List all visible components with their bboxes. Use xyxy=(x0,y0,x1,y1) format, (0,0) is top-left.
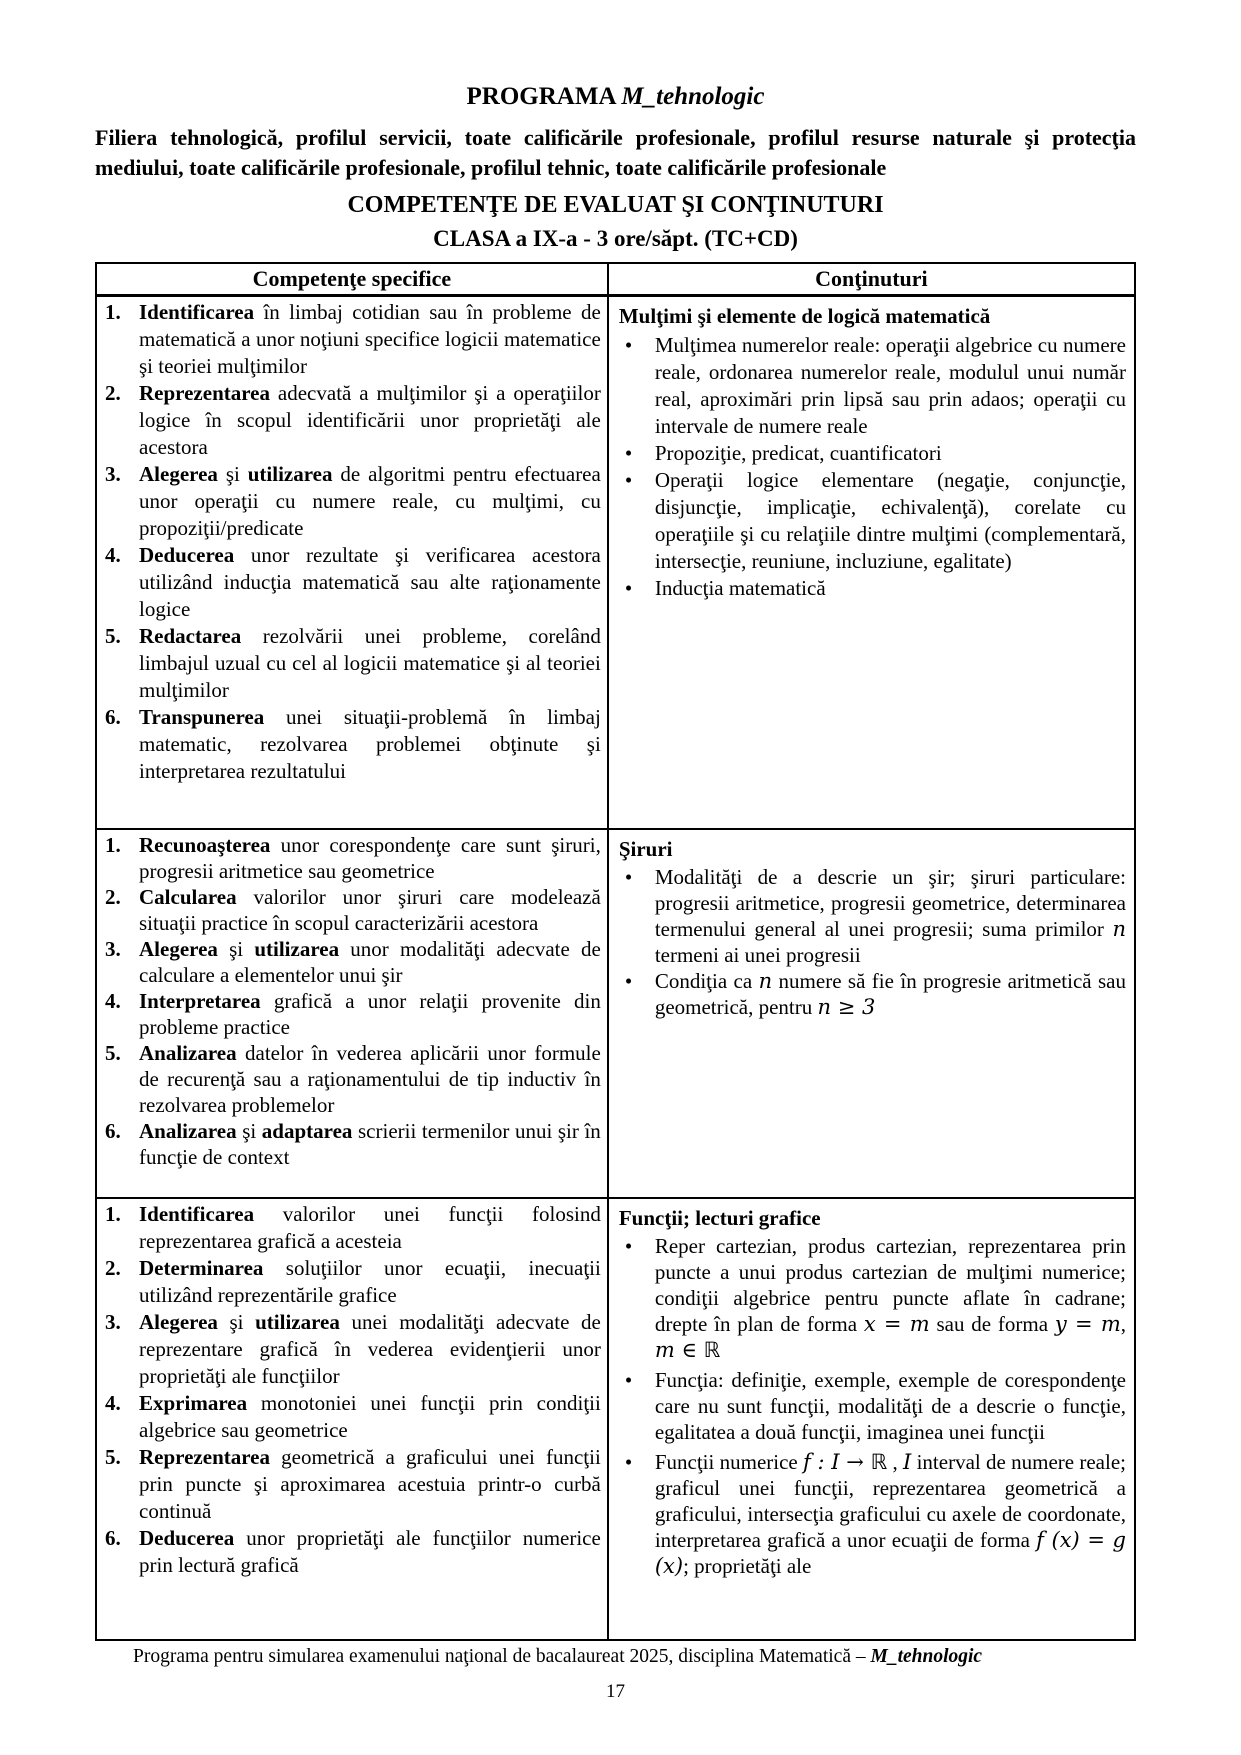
item-number: 4. xyxy=(105,1391,121,1415)
text-segment: unor rezultate şi verificarea acestora utilizând inducţia matematică sau alte raţionamente logice xyxy=(139,543,601,621)
text-segment: Propoziţie, predicat, cuantificatori xyxy=(654,441,942,465)
competenta-item xyxy=(103,1201,601,1255)
bullet-text xyxy=(655,575,1126,602)
clasa-heading: CLASA a IX-a - 3 ore/săpt. (TC+CD) xyxy=(433,226,798,251)
item-number: 1. xyxy=(105,1202,121,1226)
item-text xyxy=(139,380,601,461)
continut-bullet xyxy=(619,968,1126,1020)
item-number: 5. xyxy=(105,1041,121,1065)
item-text xyxy=(139,623,601,704)
competente-cell xyxy=(96,829,608,1198)
competenta-item xyxy=(103,832,601,884)
text-segment: Alegerea xyxy=(139,462,218,486)
text-segment: utilizarea xyxy=(255,1310,340,1334)
continut-bullet xyxy=(619,467,1126,575)
continut-cell xyxy=(608,829,1135,1198)
page-title xyxy=(95,82,1136,111)
item-number: 3. xyxy=(105,462,121,486)
competente-heading: COMPETENŢE DE EVALUAT ŞI CONŢINUTURI xyxy=(347,192,884,218)
text-segment: Transpunerea xyxy=(139,705,265,729)
text-segment: n xyxy=(1112,917,1126,941)
text-segment: Redactarea xyxy=(139,624,242,648)
competenta-item xyxy=(103,1309,601,1390)
continut-bullet xyxy=(619,332,1126,440)
competenta-item xyxy=(103,1040,601,1118)
item-text xyxy=(139,1309,601,1390)
page-number: 17 xyxy=(606,1681,625,1702)
text-segment: Operaţii logice elementare (negaţie, conjuncţie, disjuncţie, implicaţie, echivalenţă), corelate cu operaţiile şi cu relaţiile dintre mulţimi (complementară, intersecţie, reuniune, incluziune, egalitate) xyxy=(654,468,1126,573)
text-segment: Alegerea xyxy=(139,937,218,961)
math-expression: x = m xyxy=(863,1312,930,1336)
continut-cell xyxy=(608,1198,1135,1640)
text-segment: Interpretarea xyxy=(139,989,261,1013)
text-segment: Funcţii numerice xyxy=(654,1450,804,1474)
text-segment: adaptarea xyxy=(261,1119,353,1143)
continut-title: Mulţimi şi elemente de logică matematică xyxy=(618,304,991,328)
text-segment: Exprimarea xyxy=(139,1391,248,1415)
competenta-item xyxy=(103,1444,601,1525)
text-segment: Reper cartezian, produs cartezian, reprezentarea prin puncte a unui produs cartezian de mulţimi numerice; condiţii algebrice pentru puncte aflate în cadrane; drepte în plan de forma xyxy=(654,1234,1126,1336)
text-segment: geometrică a graficului unei funcţii prin puncte şi aproximarea acestuia printr-o curbă continuă xyxy=(139,1445,601,1523)
bullet-icon: • xyxy=(624,576,633,600)
continut-content xyxy=(619,1201,1126,1637)
column-header-continuturi: Conţinuturi xyxy=(608,263,1135,296)
item-text xyxy=(139,299,601,380)
bullet-icon: • xyxy=(624,969,633,993)
text-segment: numere să fie în progresie aritmetică sau geometrică, pentru xyxy=(654,969,1126,1019)
item-text xyxy=(139,1444,601,1525)
text-segment: Inducţia matematică xyxy=(654,576,826,600)
continut-content xyxy=(619,299,1126,826)
continut-title: Funcţii; lecturi grafice xyxy=(618,1206,821,1230)
continut-bullet xyxy=(619,1233,1126,1363)
text-segment: scrierii termenilor unui şir în funcţie de context xyxy=(139,1119,601,1169)
continut-bullet xyxy=(619,575,1126,602)
competente-list xyxy=(103,299,601,826)
text-segment: interval de numere reale; graficul unei funcţii, reprezentarea geometrică a graficului, intersecţia graficului cu axele de coordonate, interpretarea grafică a unor ecuaţii de forma xyxy=(654,1450,1126,1552)
text-segment: grafică a unor relaţii provenite din probleme practice xyxy=(139,989,601,1039)
text-segment: Modalităţi de a descrie un şir; şiruri particulare: progresii aritmetice, progresii geometrice, determinarea termenului general al unei progresii; suma primilor xyxy=(654,865,1126,941)
bullet-text xyxy=(655,1449,1126,1579)
item-text xyxy=(139,542,601,623)
table-header xyxy=(96,263,1135,296)
item-number: 4. xyxy=(105,543,121,567)
item-number: 6. xyxy=(105,1119,121,1143)
continut-bullet xyxy=(619,440,1126,467)
item-text xyxy=(139,832,601,884)
bullet-text xyxy=(655,467,1126,575)
continut-title: Şiruri xyxy=(618,837,673,861)
item-text xyxy=(139,884,601,936)
text-segment: în limbaj cotidian sau în probleme de matematică a unor noţiuni specifice logicii matematice şi teoriei mulţimilor xyxy=(139,300,601,378)
item-text xyxy=(139,461,601,542)
competenta-item xyxy=(103,1118,601,1170)
text-segment: Identificarea xyxy=(139,300,255,324)
page-content xyxy=(95,0,1136,1641)
text-segment: Analizarea xyxy=(139,1119,237,1143)
bullet-icon: • xyxy=(624,441,633,465)
competenta-item xyxy=(103,1390,601,1444)
text-segment: soluţiilor unor ecuaţii, inecuaţii utilizând reprezentările grafice xyxy=(139,1256,601,1307)
text-segment: Deducerea xyxy=(139,543,235,567)
text-segment: termeni ai unei progresii xyxy=(654,943,861,967)
text-segment: utilizarea xyxy=(254,937,340,961)
item-text xyxy=(139,1201,601,1255)
item-text xyxy=(139,1040,601,1118)
bullet-icon: • xyxy=(624,468,633,492)
text-segment: şi xyxy=(236,1119,262,1143)
competenta-item xyxy=(103,1255,601,1309)
continut-bullet xyxy=(619,1449,1126,1579)
competente-list xyxy=(103,832,601,1195)
text-segment: şi xyxy=(217,1310,256,1334)
item-text xyxy=(139,704,601,785)
competenta-item xyxy=(103,884,601,936)
item-number: 2. xyxy=(105,1256,121,1280)
competente-list xyxy=(103,1201,601,1637)
text-segment: Identificarea xyxy=(139,1202,255,1226)
item-number: 2. xyxy=(105,885,121,909)
text-segment: M_tehnologic xyxy=(870,1646,983,1667)
text-segment: PROGRAMA xyxy=(466,83,622,110)
competenta-item xyxy=(103,542,601,623)
text-segment: unei situaţii-problemă în limbaj matematic, rezolvarea problemei obţinute şi interpretarea rezultatului xyxy=(139,705,601,783)
text-segment: Programa pentru simularea examenului naţional de bacalaureat 2025, disciplina Matematică – xyxy=(133,1646,871,1667)
text-segment: Deducerea xyxy=(139,1526,235,1550)
text-segment: unor corespondenţe care sunt şiruri, progresii aritmetice sau geometrice xyxy=(139,833,601,883)
bullet-icon: • xyxy=(624,333,633,357)
item-number: 1. xyxy=(105,300,121,324)
bullet-icon: • xyxy=(624,1450,633,1474)
continut-bullet xyxy=(619,864,1126,968)
bullet-text xyxy=(655,864,1126,968)
competente-cell xyxy=(96,1198,608,1640)
text-segment: Mulţimea numerelor reale: operaţii algebrice cu numere reale, ordonarea numerelor reale, modulul unui număr real, aproximări prin lipsă sau prin adaos; operaţii cu intervale de numere reale xyxy=(654,333,1126,438)
item-text xyxy=(139,1525,601,1579)
table-row xyxy=(96,829,1135,1198)
text-segment: Recunoaşterea xyxy=(139,833,271,857)
item-number: 3. xyxy=(105,937,121,961)
text-segment: n xyxy=(758,969,773,993)
filiera-subtitle: Filiera tehnologică, profilul servicii, toate calificările profesionale, profilul resurse naturale şi protecţia mediului, toate calificările profesionale, profilul tehnic, toate calificările profesionale xyxy=(95,125,1136,180)
text-segment: utilizarea xyxy=(247,462,333,486)
bullet-text xyxy=(655,440,1126,467)
item-number: 6. xyxy=(105,705,121,729)
bullet-icon: • xyxy=(624,1234,633,1258)
item-number: 6. xyxy=(105,1526,121,1550)
text-segment: , xyxy=(887,1450,904,1474)
text-segment: Reprezentarea xyxy=(139,1445,271,1469)
competenta-item xyxy=(103,704,601,785)
bullet-icon: • xyxy=(624,865,633,889)
text-segment: Reprezentarea xyxy=(139,381,271,405)
math-expression: f : I → ℝ xyxy=(803,1450,888,1474)
text-segment: Condiţia ca xyxy=(654,969,759,993)
continut-content xyxy=(619,832,1126,1195)
text-segment: de algoritmi pentru efectuarea unor operaţii cu numere reale, cu mulţimi, cu propoziţii/predicate xyxy=(139,462,601,540)
bullet-text xyxy=(655,1233,1126,1363)
competenta-item xyxy=(103,988,601,1040)
table-body xyxy=(96,296,1135,1641)
math-expression: m ∈ ℝ xyxy=(654,1338,721,1362)
text-segment: unor modalităţi adecvate de calculare a elementelor unui şir xyxy=(139,937,601,987)
item-number: 2. xyxy=(105,381,121,405)
item-text xyxy=(139,1390,601,1444)
text-segment: unor proprietăţi ale funcţiilor numerice prin lectură grafică xyxy=(139,1526,601,1577)
item-text xyxy=(139,936,601,988)
item-number: 3. xyxy=(105,1310,121,1334)
competente-cell xyxy=(96,296,608,830)
footer-note xyxy=(133,1645,982,1669)
math-expression: y = m xyxy=(1054,1312,1121,1336)
bullet-text xyxy=(655,1367,1126,1445)
column-header-competente: Competenţe specifice xyxy=(96,263,608,296)
math-expression: f (x) = g (x) xyxy=(654,1528,1126,1578)
table-row xyxy=(96,296,1135,830)
bullet-text xyxy=(655,968,1126,1020)
text-segment: Alegerea xyxy=(139,1310,218,1334)
bullet-icon: • xyxy=(624,1368,633,1392)
item-number: 1. xyxy=(105,833,121,857)
competenta-item xyxy=(103,1525,601,1579)
text-segment: Analizarea xyxy=(139,1041,237,1065)
item-number: 5. xyxy=(105,624,121,648)
table-row xyxy=(96,1198,1135,1640)
text-segment: I xyxy=(903,1450,912,1474)
competenta-item xyxy=(103,380,601,461)
text-segment: unei modalităţi adecvate de reprezentare grafică în vederea evidenţierii unor proprietăţi ale funcţiilor xyxy=(139,1310,601,1388)
item-text xyxy=(139,1118,601,1170)
item-text xyxy=(139,1255,601,1309)
text-segment: M_tehnologic xyxy=(621,83,765,110)
text-segment: valorilor unor şiruri care modelează situaţii practice în scopul caracterizării acestora xyxy=(139,885,601,935)
continut-cell xyxy=(608,296,1135,830)
text-segment: monotoniei unei funcţii prin condiţii algebrice sau geometrice xyxy=(139,1391,601,1442)
text-segment: , xyxy=(1120,1312,1126,1336)
text-segment: şi xyxy=(217,937,255,961)
continut-bullet xyxy=(619,1367,1126,1445)
text-segment: Determinarea xyxy=(139,1256,264,1280)
curriculum-table xyxy=(95,262,1136,1641)
text-segment: Funcţia: definiţie, exemple, exemple de corespondenţe care nu sunt funcţii, modalităţi de a descrie o funcţie, egalitatea a două funcţii, imaginea unei funcţii xyxy=(654,1368,1126,1444)
item-number: 5. xyxy=(105,1445,121,1469)
item-text xyxy=(139,988,601,1040)
text-segment: Calcularea xyxy=(139,885,237,909)
text-segment: şi xyxy=(217,462,248,486)
bullet-text xyxy=(655,332,1126,440)
math-expression: n ≥ 3 xyxy=(817,995,876,1019)
text-segment: datelor în vederea aplicării unor formule de recurenţă sau a raţionamentului de tip inductiv în rezolvarea problemelor xyxy=(139,1041,601,1117)
text-segment: adecvată a mulţimilor şi a operaţiilor logice în scopul identificării unor proprietăţi ale acestora xyxy=(139,381,601,459)
text-segment: rezolvării unei probleme, corelând limbajul uzual cu cel al logicii matematice şi al teoriei mulţimilor xyxy=(139,624,601,702)
competenta-item xyxy=(103,299,601,380)
competenta-item xyxy=(103,461,601,542)
text-segment: valorilor unei funcţii folosind reprezentarea grafică a acesteia xyxy=(139,1202,601,1253)
item-number: 4. xyxy=(105,989,121,1013)
text-segment: sau de forma xyxy=(929,1312,1055,1336)
competenta-item xyxy=(103,936,601,988)
text-segment: ; proprietăţi ale xyxy=(683,1554,812,1578)
competenta-item xyxy=(103,623,601,704)
